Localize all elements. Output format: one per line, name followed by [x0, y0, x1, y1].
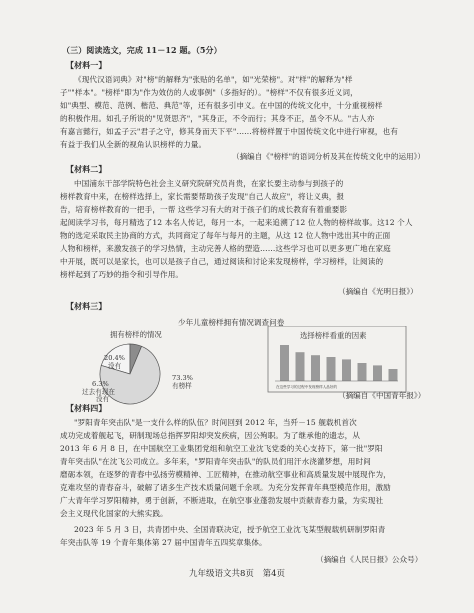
material-4-line: 成功完成着舰起飞，研制现场总指挥罗阳却突发疾病，因公殉职。为了继承他的遗志，从: [60, 431, 361, 440]
pie-label: 没有: [96, 395, 110, 403]
material-1-title: 【材料一】: [66, 60, 107, 70]
pie-label: 没有: [108, 362, 122, 370]
bar: [311, 355, 320, 381]
material-4-line: "罗阳青年突击队"是一支什么样的队伍？时间回到 2012 年，当歼－15 舰载机首次: [74, 418, 357, 427]
material-2-line: 榜样教育中来，在榜样选择上，家长需要帮助孩子发现"自己人故应"，将让义典，报: [60, 192, 345, 201]
material-4-line: 2013 年 6 月 8 日，在中国航空工业集团党组和航空工业沈飞党委的关心支持下，第一批"罗阳: [60, 444, 383, 453]
material-3-source: （摘编自《中国青年报》）: [338, 391, 426, 400]
material-2-title: 【材料二】: [66, 164, 107, 174]
bar: [358, 363, 367, 381]
bar: [280, 345, 289, 381]
material-1-line: 《现代汉语词典》对"榜"的解释为"张贴的名单"，如"光荣榜"。对"样"的解释为"样: [74, 75, 353, 84]
pie-label-value: 73.3%: [172, 374, 193, 382]
material-2-line: 物的选定采取民主协商的方式，共同商定了每年与每月的主题，从这 12 位人物中选出其中的正面: [60, 231, 391, 240]
material-1-line: 子""样本"。"榜样"即为"作为效仿的人或事例"（多指好的）。"榜样"不仅有很多近义词，: [60, 88, 358, 97]
material-4-para2-line: 年突击队等 19 个青年集体第 27 届中国青年五四奖章集体。: [60, 538, 267, 547]
pie-label-value: 20.4%: [104, 354, 125, 362]
material-1-source: （摘编自《"榜样"的语词分析及其在传统文化中的运用》）: [232, 152, 426, 161]
material-1-line: 有嘉言懿行，如孟子云"君子之守，修其身而天下平"……将榜样置于中国传统文化中进行审视，也有: [60, 127, 399, 136]
material-4-line: 广大青年学习罗阳精神，勇于创新，不断进取，在航空事业蓬勃发展中贡献青春力量，为实现社: [60, 496, 384, 505]
bar-chart-title: 选择榜样看重的因素: [300, 331, 367, 340]
material-2-line: 起阅读学习书，每月精选了12 本名人传记，每月一本，一起来追溯了12 位人物的榜样故事。这12 个人: [60, 218, 413, 227]
material-4-line: 克难攻坚的青春奋斗，破解了诸多生产技术质量问题千余项。为充分发挥青年典型模范作用，激励: [60, 483, 391, 492]
bar: [296, 352, 305, 381]
material-4-line: 磨砺本领，在逐梦的青春中弘扬劳模精神、工匠精神，在推动航空事业和高质量发展中展现作为，: [60, 470, 391, 479]
survey-title: 少年儿童榜样拥有情况调查问卷: [178, 318, 285, 327]
page-footer: 九年级语文共8页 第4页: [188, 569, 286, 579]
bar: [327, 357, 336, 381]
pie-chart-title: 拥有榜样的情况: [110, 330, 162, 339]
bar: [389, 369, 398, 381]
bar-chart: [280, 345, 398, 381]
bar: [342, 359, 351, 381]
section-header: （三）阅读选文，完成 11－12 题。（5分）: [62, 45, 222, 55]
material-1-line: 有益于我们从全新的视角认识榜样的力量。: [60, 140, 207, 149]
pie-chart: [82, 344, 193, 404]
material-4-para2-line: 2023 年 5 月 3 日，共青团中央、全国青联决定，授予航空工业沈飞某型舰载机研制罗阳青: [74, 525, 386, 534]
material-2-line: 榜样起到了巧妙的指令和引导作用。: [60, 270, 184, 279]
bar-chart-xlabel: 在这些学习的过程中发现榜样人品好的: [276, 385, 338, 389]
material-4-source: （摘编自《人民日报》公众号）: [316, 555, 423, 564]
material-2-line: 人物和榜样，来激发孩子的学习热情，主动完善人格的塑造……这些学习也可以更多更广地在家庭: [60, 244, 391, 253]
material-2-line: 中国浦东干部学院特色社会主义研究院研究员肖贵，在家长要主动参与到孩子的: [74, 179, 344, 188]
material-4-title: 【材料四】: [66, 403, 107, 413]
material-1-line: 如"典型、模范、范例、楷范、典范"等，还有很多引申义。在中国的传统文化中，十分重视榜样: [60, 101, 383, 110]
bar: [373, 365, 382, 381]
material-2-line: 中开展，既可以是家长，也可以是孩子自己，通过阅读和讨论来发现榜样，学习榜样，让阅读的: [60, 257, 384, 266]
material-3-title: 【材料三】: [66, 301, 107, 311]
pie-label: 有榜样: [172, 382, 192, 390]
material-4-line: 会主义现代化国家的大熊实践。: [60, 509, 168, 518]
pie-label-value: 6.3%: [92, 380, 109, 388]
material-4-line: 青年突击队"在沈飞公司成立。多年来，"罗阳青年突击队"的队员们用汗水浇灌梦想，用时间: [60, 457, 371, 466]
material-2-source: （摘编自《光明日报》）: [338, 287, 418, 296]
material-1-line: 的积极作用。如孔子所说的"见贤思齐"，"其身正，不令而行；其身不正，虽令不从。"古人亦: [60, 114, 375, 123]
material-2-line: 告，培育榜样教育的一把手，一帮 这些学习有大的对于孩子们的成长教育有着重要影: [60, 205, 348, 214]
pie-label: 过去有现在: [82, 388, 115, 396]
